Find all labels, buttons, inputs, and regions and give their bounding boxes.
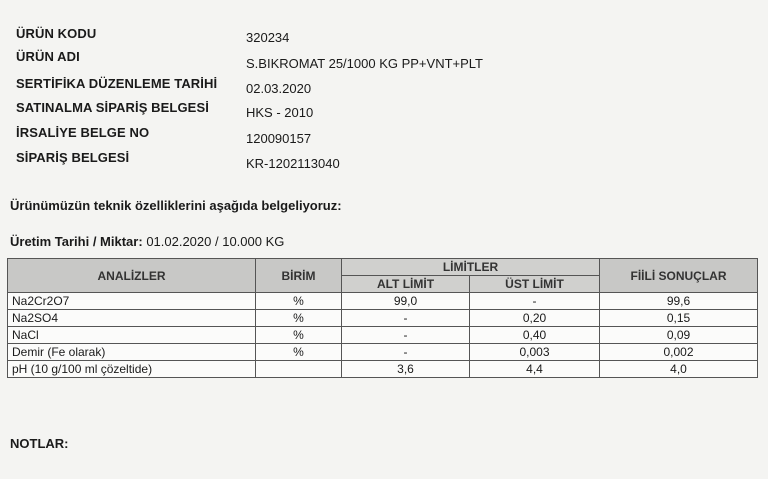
field-satinalma-label: SATINALMA SİPARİŞ BELGESİ xyxy=(16,100,209,115)
table-row xyxy=(8,327,758,344)
cell-birim: % xyxy=(256,293,342,310)
field-urun-adi-value: S.BIKROMAT 25/1000 KG PP+VNT+PLT xyxy=(246,56,483,71)
production-value: 01.02.2020 / 10.000 KG xyxy=(146,234,285,249)
field-sertifika-tarihi-label: SERTİFİKA DÜZENLEME TARİHİ xyxy=(16,76,218,91)
cell-alt-limit: 3,6 xyxy=(342,361,470,378)
header-ust-limit: ÜST LİMİT xyxy=(470,276,600,293)
field-satinalma-value: HKS - 2010 xyxy=(246,105,314,120)
cell-alt-limit: - xyxy=(342,344,470,361)
cell-analiz: Na2SO4 xyxy=(8,310,256,327)
notes-label: NOTLAR: xyxy=(10,436,69,451)
cell-alt-limit: - xyxy=(342,327,470,344)
cell-alt-limit: 99,0 xyxy=(342,293,470,310)
cell-sonuc: 4,0 xyxy=(600,361,758,378)
production-label: Üretim Tarihi / Miktar: xyxy=(10,234,143,249)
field-siparis-value: KR-1202113040 xyxy=(246,156,340,171)
cell-birim: % xyxy=(256,344,342,361)
header-analizler: ANALİZLER xyxy=(8,259,256,293)
field-urun-kodu-value: 320234 xyxy=(246,30,290,45)
header-alt-limit: ALT LİMİT xyxy=(342,276,470,293)
header-fiili-sonuclar: FİİLİ SONUÇLAR xyxy=(600,259,758,293)
header-birim: BİRİM xyxy=(256,259,342,293)
field-siparis-label: SİPARİŞ BELGESİ xyxy=(16,150,130,165)
table-row xyxy=(8,344,758,361)
cell-ust-limit: - xyxy=(470,293,600,310)
cell-birim xyxy=(256,361,342,378)
cell-alt-limit: - xyxy=(342,310,470,327)
cell-ust-limit: 0,40 xyxy=(470,327,600,344)
field-sertifika-tarihi-value: 02.03.2020 xyxy=(246,81,312,96)
field-irsaliye-value: 120090157 xyxy=(246,131,312,146)
cell-ust-limit: 4,4 xyxy=(470,361,600,378)
cell-sonuc: 99,6 xyxy=(600,293,758,310)
cell-sonuc: 0,15 xyxy=(600,310,758,327)
cell-analiz: Demir (Fe olarak) xyxy=(8,344,256,361)
field-urun-adi-label: ÜRÜN ADI xyxy=(16,49,80,64)
cell-analiz: pH (10 g/100 ml çözeltide) xyxy=(8,361,256,378)
production-line xyxy=(10,234,284,249)
analysis-table xyxy=(7,258,758,378)
cell-ust-limit: 0,20 xyxy=(470,310,600,327)
cell-sonuc: 0,002 xyxy=(600,344,758,361)
cell-birim: % xyxy=(256,327,342,344)
cell-analiz: NaCl xyxy=(8,327,256,344)
header-limitler: LİMİTLER xyxy=(342,259,600,276)
table-row xyxy=(8,361,758,378)
field-urun-kodu-label: ÜRÜN KODU xyxy=(16,26,97,41)
table-row xyxy=(8,310,758,327)
field-irsaliye-label: İRSALİYE BELGE NO xyxy=(16,125,150,140)
cell-sonuc: 0,09 xyxy=(600,327,758,344)
cell-ust-limit: 0,003 xyxy=(470,344,600,361)
intro-text: Ürünümüzün teknik özelliklerini aşağıda belgeliyoruz: xyxy=(10,198,342,213)
cell-birim: % xyxy=(256,310,342,327)
cell-analiz: Na2Cr2O7 xyxy=(8,293,256,310)
table-row xyxy=(8,293,758,310)
